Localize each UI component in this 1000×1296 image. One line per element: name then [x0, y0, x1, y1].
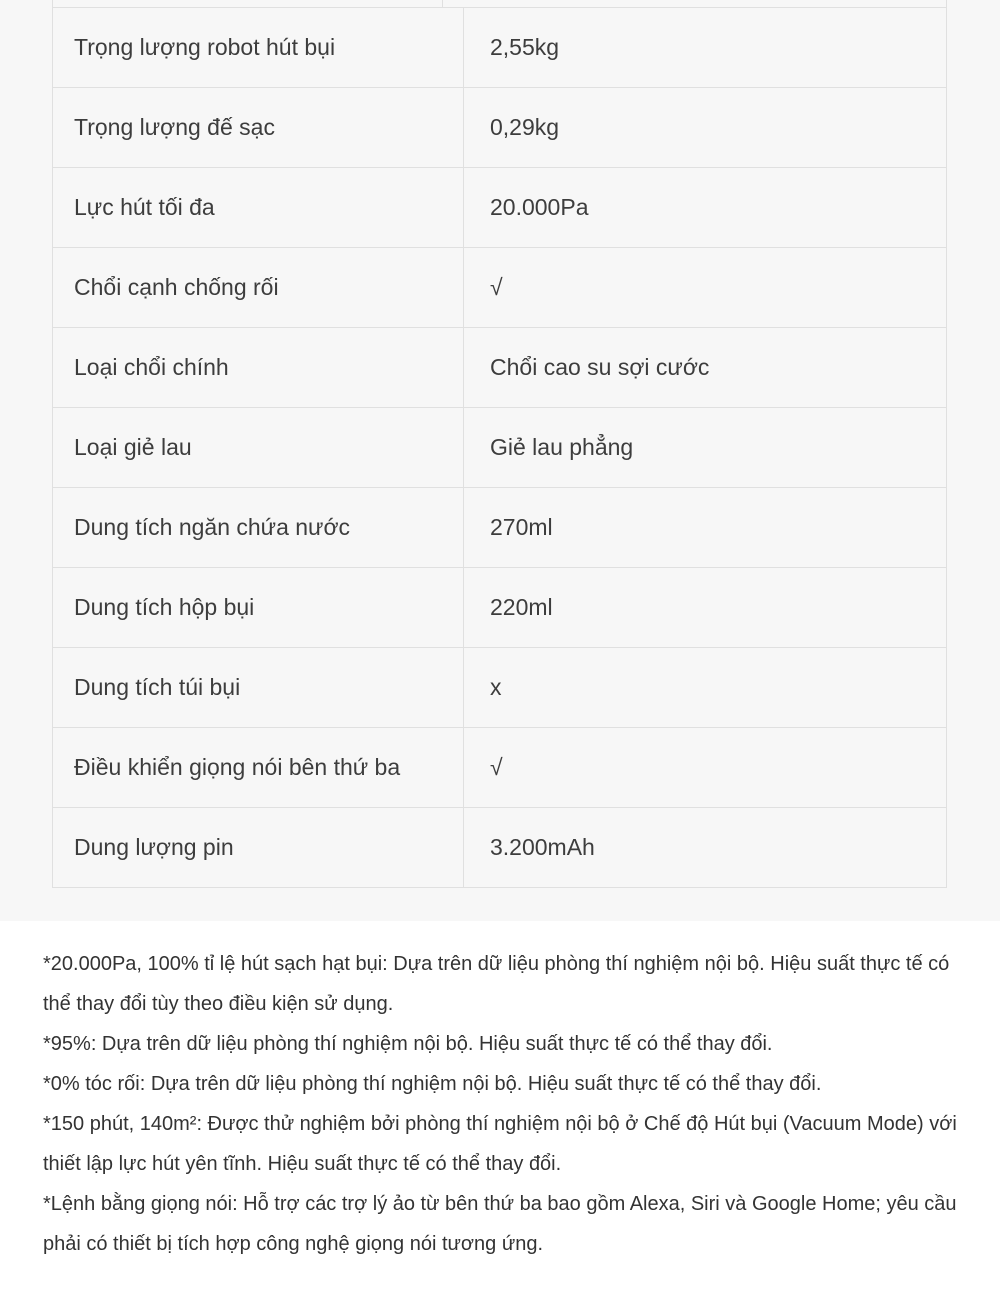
table-row	[53, 568, 947, 648]
table-row	[53, 168, 947, 248]
table-row	[53, 328, 947, 408]
spec-label: Lực hút tối đa	[53, 168, 464, 248]
spec-value: 270ml	[464, 488, 947, 568]
spec-value: 220ml	[464, 568, 947, 648]
table-row	[53, 488, 947, 568]
table-row	[53, 88, 947, 168]
table-top-edge	[52, 0, 947, 7]
table-row	[53, 8, 947, 88]
column-divider	[442, 0, 443, 7]
table-row	[53, 728, 947, 808]
spec-value: √	[464, 728, 947, 808]
spec-label: Trọng lượng đế sạc	[53, 88, 464, 168]
spec-value: 3.200mAh	[464, 808, 947, 888]
spec-value: 2,55kg	[464, 8, 947, 88]
spec-label: Loại giẻ lau	[53, 408, 464, 488]
spec-label: Điều khiển giọng nói bên thứ ba	[53, 728, 464, 808]
footnotes	[43, 944, 963, 1264]
spec-label: Chổi cạnh chống rối	[53, 248, 464, 328]
spec-label: Dung lượng pin	[53, 808, 464, 888]
spec-value: √	[464, 248, 947, 328]
spec-label: Dung tích túi bụi	[53, 648, 464, 728]
footnote: *Lệnh bằng giọng nói: Hỗ trợ các trợ lý ảo từ bên thứ ba bao gồm Alexa, Siri và Google Home; yêu cầu phải có thiết bị tích hợp công nghệ giọng nói tương ứng.	[43, 1193, 957, 1255]
spec-value: Chổi cao su sợi cước	[464, 328, 947, 408]
footnote: *0% tóc rối: Dựa trên dữ liệu phòng thí nghiệm nội bộ. Hiệu suất thực tế có thể thay đổi.	[43, 1073, 822, 1095]
spec-value: 0,29kg	[464, 88, 947, 168]
footnote: *95%: Dựa trên dữ liệu phòng thí nghiệm nội bộ. Hiệu suất thực tế có thể thay đổi.	[43, 1033, 773, 1055]
spec-table	[52, 7, 947, 888]
footnote: *20.000Pa, 100% tỉ lệ hút sạch hạt bụi: Dựa trên dữ liệu phòng thí nghiệm nội bộ. Hiệu suất thực tế có thể thay đổi tùy theo điều kiện sử dụng.	[43, 953, 950, 1015]
spec-label: Dung tích ngăn chứa nước	[53, 488, 464, 568]
spec-value: x	[464, 648, 947, 728]
spec-value: Giẻ lau phẳng	[464, 408, 947, 488]
table-row	[53, 248, 947, 328]
spec-value: 20.000Pa	[464, 168, 947, 248]
footnote: *150 phút, 140m²: Được thử nghiệm bởi phòng thí nghiệm nội bộ ở Chế độ Hút bụi (Vacuum Mode) với thiết lập lực hút yên tĩnh. Hiệu suất thực tế có thể thay đổi.	[43, 1113, 957, 1175]
table-row	[53, 648, 947, 728]
table-row	[53, 408, 947, 488]
spec-label: Trọng lượng robot hút bụi	[53, 8, 464, 88]
table-row	[53, 808, 947, 888]
spec-label: Dung tích hộp bụi	[53, 568, 464, 648]
spec-label: Loại chổi chính	[53, 328, 464, 408]
